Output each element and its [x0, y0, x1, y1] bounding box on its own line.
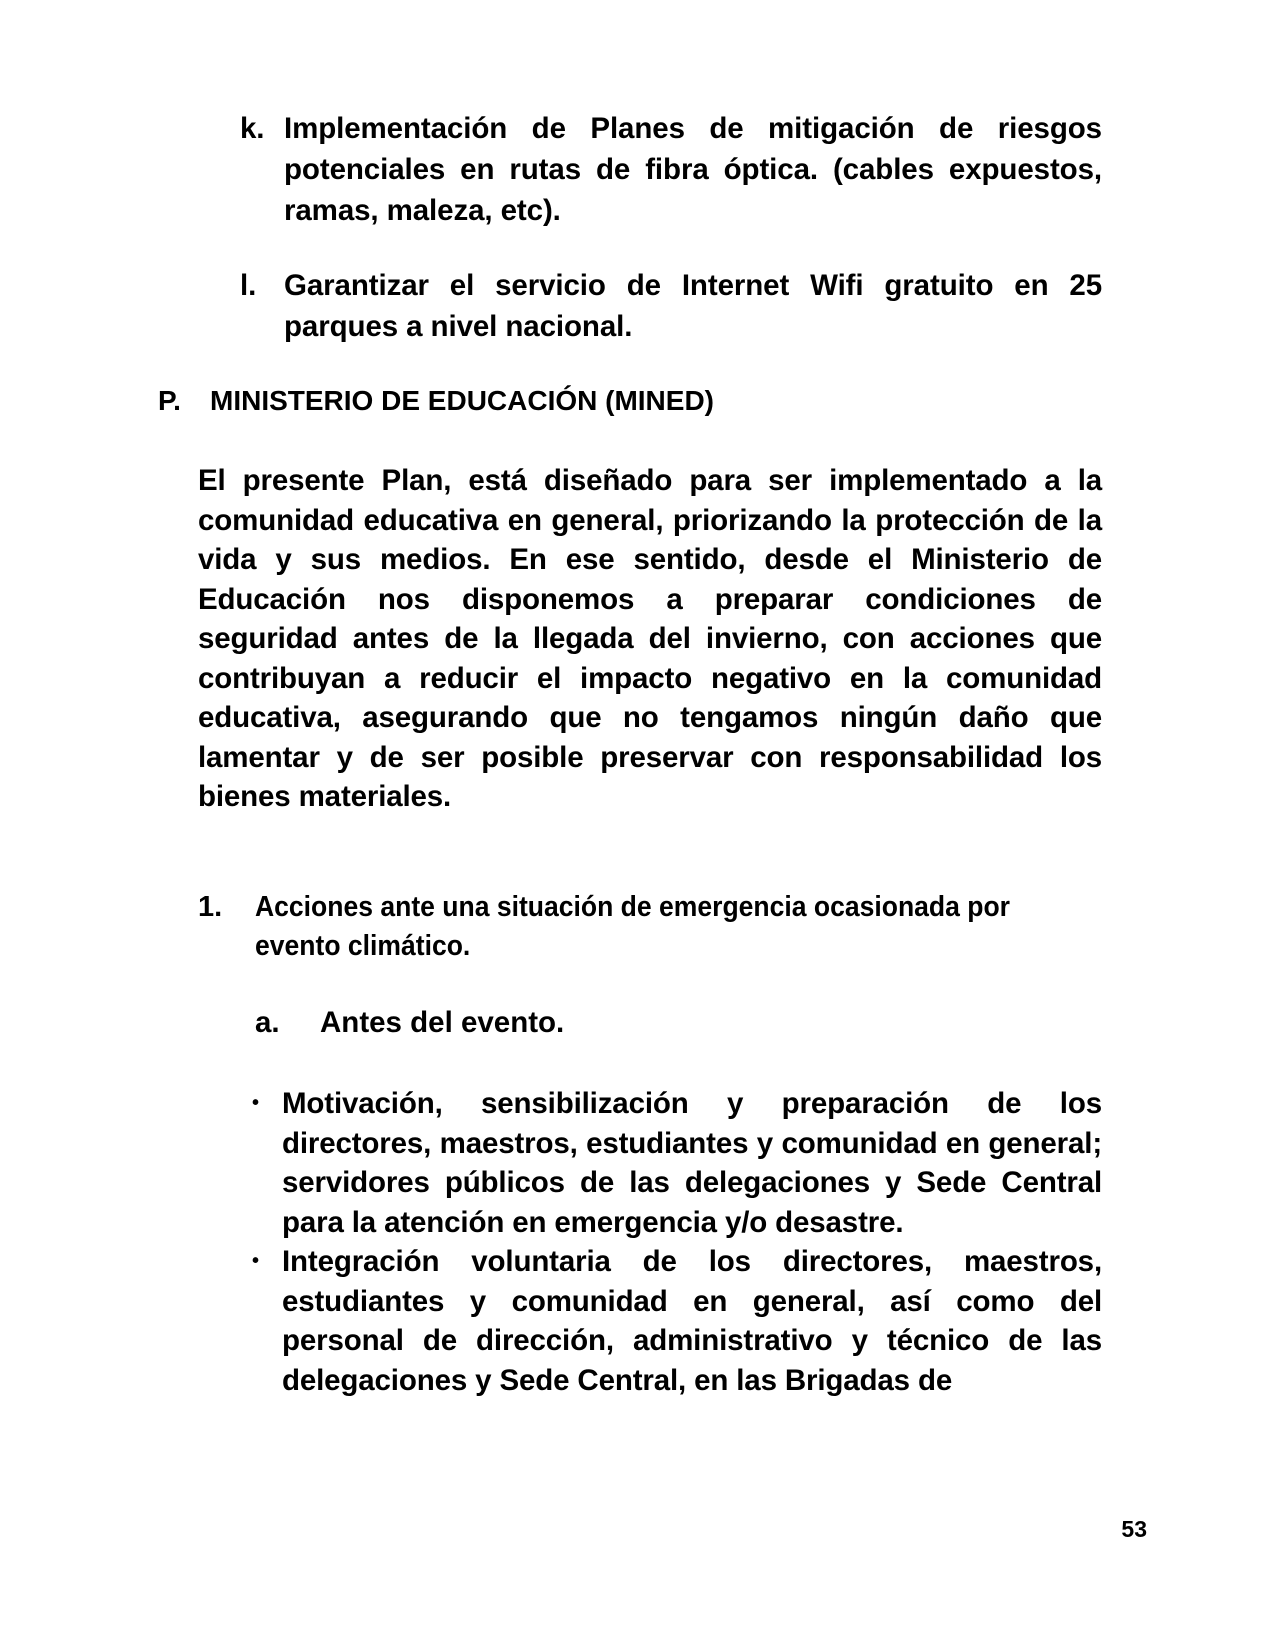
- section-title: MINISTERIO DE EDUCACIÓN (MINED): [210, 385, 714, 416]
- bullet-text: Integración voluntaria de los directores, maestros, estudiantes y comunidad en general, así como del personal de dirección, administrativo y técnico de las delegaciones y Sede Central, en las Brigadas de: [282, 1245, 1102, 1397]
- list-text-k: Implementación de Planes de mitigación de riesgos potenciales en rutas de fibra óptica. (cables expuestos, ramas, maleza, etc).: [284, 112, 1102, 227]
- sub-item-a: [255, 1003, 1102, 1042]
- list-item-k: [240, 108, 1102, 231]
- numbered-text-1: Acciones ante una situación de emergencia ocasionada por evento climático.: [255, 891, 1011, 962]
- sub-item-marker-a: a.: [255, 1006, 280, 1039]
- numbered-item-1: [198, 888, 1102, 966]
- bullet-icon: •: [252, 1250, 260, 1272]
- page-number: 53: [1121, 1516, 1147, 1542]
- section-marker: P.: [158, 385, 181, 416]
- list-marker-l: l.: [240, 269, 257, 302]
- list-item: [252, 1242, 1102, 1400]
- bullet-list: [252, 1084, 1102, 1400]
- numbered-marker-1: 1.: [198, 891, 223, 923]
- list-item-l: [240, 265, 1102, 347]
- bullet-text: Motivación, sensibilización y preparación de los directores, maestros, estudiantes y comunidad en general; servidores públicos de las delegaciones y Sede Central para la atención en emergencia y/o desastre.: [282, 1087, 1102, 1239]
- sub-item-text-a: Antes del evento.: [320, 1006, 565, 1039]
- intro-paragraph: El presente Plan, está diseñado para ser implementado a la comunidad educativa en general, priorizando la protección de la vida y sus medios. En ese sentido, desde el Ministerio de Educación nos disponemos a preparar condiciones de seguridad antes de la llegada del invierno, con acciones que contribuyan a reducir el impacto negativo en la comunidad educativa, asegurando que no tengamos ningún daño que lamentar y de ser posible preservar con responsabilidad los bienes materiales.: [198, 464, 1102, 813]
- list-item: [252, 1084, 1102, 1242]
- list-marker-k: k.: [240, 112, 265, 145]
- list-text-l: Garantizar el servicio de Internet Wifi gratuito en 25 parques a nivel nacional.: [284, 269, 1102, 343]
- bullet-icon: •: [252, 1092, 260, 1114]
- section-heading: [158, 382, 1102, 420]
